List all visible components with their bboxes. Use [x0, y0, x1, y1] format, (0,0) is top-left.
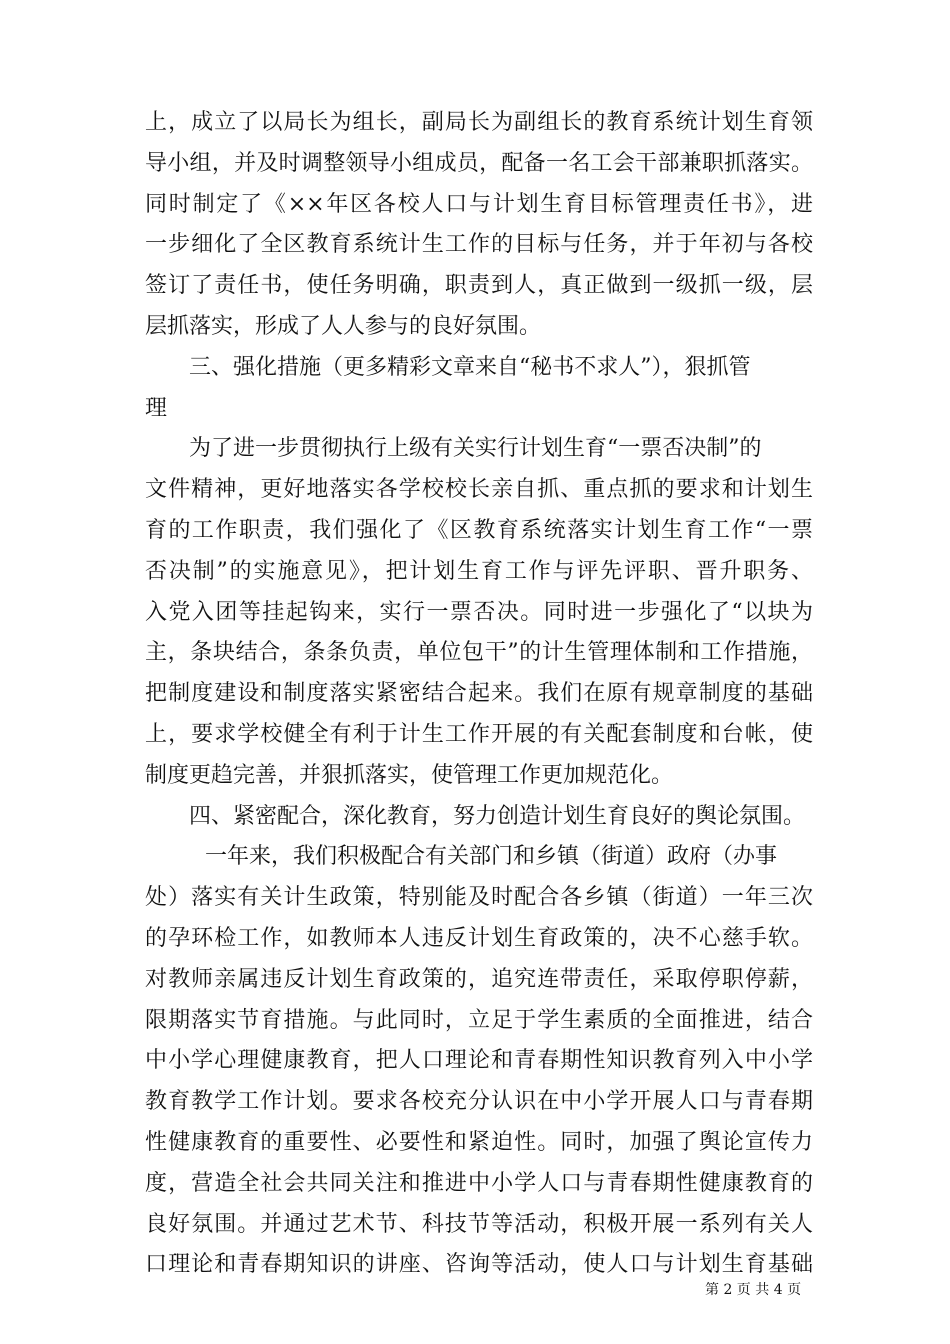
text-line: 理: [145, 395, 168, 421]
text-line: 良好氛围。并通过艺术节、科技节等活动，积极开展一系列有关人: [145, 1211, 813, 1237]
text-line: 签订了责任书，使任务明确，职责到人，真正做到一级抓一级，层: [145, 273, 813, 299]
text-line: 制度更趋完善，并狠抓落实，使管理工作更加规范化。: [145, 762, 674, 788]
text-line: 处）落实有关计生政策，特别能及时配合各乡镇（街道）一年三次: [145, 885, 813, 911]
text-line: 的孕环检工作，如教师本人违反计划生育政策的，决不心慈手软。: [145, 925, 813, 951]
text-line: 性健康教育的重要性、必要性和紧迫性。同时，加强了舆论宣传力: [145, 1129, 813, 1155]
text-line: 上，要求学校健全有利于计生工作开展的有关配套制度和台帐，使: [145, 721, 813, 747]
text-line: 对教师亲属违反计划生育政策的，追究连带责任，采取停职停薪，: [145, 966, 813, 992]
text-line: 教育教学工作计划。要求各校充分认识在中小学开展人口与青春期: [145, 1089, 813, 1115]
text-line: 为了进一步贯彻执行上级有关实行计划生育“一票否决制”的: [189, 436, 762, 462]
paragraph-leadership-group: [145, 103, 813, 348]
page-number-footer: 第 2 页 共 4 页: [705, 1282, 802, 1298]
text-line: 上，成立了以局长为组长，副局长为副组长的教育系统计划生育领: [145, 110, 813, 135]
text-line: 一年来，我们积极配合有关部门和乡镇（街道）政府（办事: [205, 844, 778, 870]
text-line: 口理论和青春期知识的讲座、咨询等活动，使人口与计划生育基础: [145, 1252, 813, 1278]
text-line: 入党入团等挂起钩来，实行一票否决。同时进一步强化了“以块为: [145, 599, 813, 625]
text-line: 文件精神，更好地落实各学校校长亲自抓、重点抓的要求和计划生: [145, 477, 813, 503]
section-heading-4: [145, 797, 813, 838]
text-line: 限期落实节育措施。与此同时，立足于学生素质的全面推进，结合: [145, 1007, 813, 1033]
text-line: 把制度建设和制度落实紧密结合起来。我们在原有规章制度的基础: [145, 681, 813, 707]
text-line: 三、强化措施（更多精彩文章来自“秘书不求人”），狠抓管: [189, 354, 751, 380]
paragraph-cooperation-education: [145, 837, 813, 1286]
text-line: 中小学心理健康教育，把人口理论和青春期性知识教育列入中小学: [145, 1048, 813, 1074]
text-line: 导小组，并及时调整领导小组成员，配备一名工会干部兼职抓落实。: [145, 150, 813, 176]
document-body: [145, 103, 813, 1286]
text-line: 育的工作职责，我们强化了《区教育系统落实计划生育工作“一票: [145, 517, 813, 543]
text-line: 一步细化了全区教育系统计生工作的目标与任务，并于年初与各校: [145, 232, 813, 258]
text-line: 四、紧密配合，深化教育，努力创造计划生育良好的舆论氛围。: [189, 803, 806, 829]
text-line: 度，营造全社会共同关注和推进中小学人口与青春期性健康教育的: [145, 1170, 813, 1196]
text-line: 否决制”的实施意见》，把计划生育工作与评先评职、晋升职务、: [145, 558, 813, 584]
paragraph-one-vote-veto: [145, 429, 813, 796]
text-line: 同时制定了《××年区各校人口与计划生育目标管理责任书》，进: [145, 191, 813, 217]
section-heading-3: [145, 348, 813, 430]
text-line: 层抓落实，形成了人人参与的良好氛围。: [145, 313, 542, 339]
text-line: 主，条块结合，条条负责，单位包干”的计生管理体制和工作措施，: [145, 640, 813, 666]
